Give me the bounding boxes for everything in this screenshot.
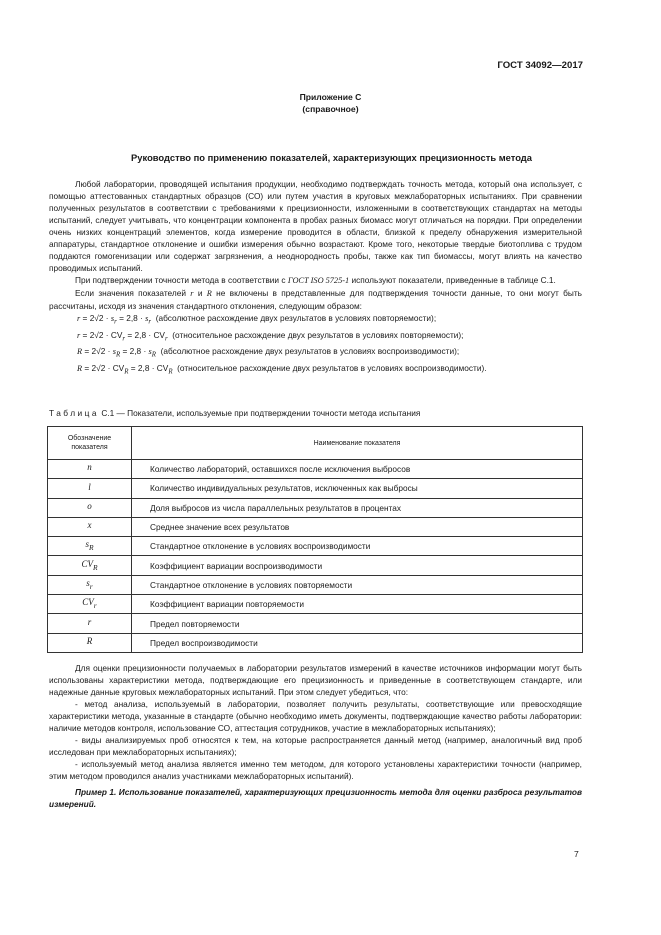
indicator-symbol: $s_r$ bbox=[48, 575, 132, 594]
column-header-name: Наименование показателя bbox=[132, 427, 583, 460]
table-caption bbox=[49, 407, 582, 419]
section-title: Руководство по применению показателей, характеризующих прецизионность метода bbox=[131, 152, 532, 163]
after-paragraph: Для оценки прецизионности получаемых в лаборатории результатов измерений в качестве источников информации могут быть использованы характеристики метода, подтверждающие его прецизионность и приведенные в соответствующем стандарте, или надежные данные круговых межлабораторных испытаний. При этом следует убедиться, что: bbox=[49, 663, 582, 697]
table-row bbox=[48, 517, 583, 536]
bullet-samples: - виды анализируемых проб относятся к тем, на которые распространяется данный метод (например, аналогичный вид проб исследован при межлабораторных испытаниях); bbox=[49, 735, 582, 757]
indicator-symbol: l bbox=[48, 479, 132, 498]
table-row bbox=[48, 556, 583, 575]
table-row bbox=[48, 460, 583, 479]
indicator-symbol: $CV_R$ bbox=[48, 556, 132, 575]
indicator-symbol: r bbox=[48, 614, 132, 633]
indicator-name: Коэффициент вариации воспроизводимости bbox=[132, 556, 583, 575]
indicator-name: Количество лабораторий, оставшихся после исключения выбросов bbox=[132, 460, 583, 479]
formula-line: $r = 2√2 \cdot s_r = 2,8 \cdot s_r$ (абсолютное расхождение двух результатов в условиях повторяемости); bbox=[77, 313, 437, 326]
indicator-symbol: $CV_r$ bbox=[48, 595, 132, 614]
after-table-text bbox=[49, 662, 582, 810]
column-header-symbol: Обозначение показателя bbox=[48, 427, 132, 460]
indicator-name: Предел воспроизводимости bbox=[132, 633, 583, 652]
formula-line: $r = 2√2 \cdot CV_r = 2,8 \cdot CV_r$ (относительное расхождение двух результатов в условиях повторяемости); bbox=[77, 329, 464, 343]
table-row bbox=[48, 537, 583, 556]
indicator-name: Количество индивидуальных результатов, исключенных как выбросы bbox=[132, 479, 583, 498]
table-row bbox=[48, 575, 583, 594]
intro-paragraph-3: Если значения показателей r и R не включены в представленные для подтверждения точности данные, то они могут быть рассчитаны, исходя из значения стандартного отклонения, следующим образом: bbox=[49, 288, 582, 311]
appendix-type: (справочное) bbox=[302, 104, 359, 114]
formula-line: $R = 2√2 \cdot s_R = 2,8 \cdot s_R$ (абсолютное расхождение двух результатов в условиях воспроизводимости); bbox=[77, 346, 460, 359]
table-row bbox=[48, 498, 583, 517]
table-header-row bbox=[48, 427, 583, 460]
table-row bbox=[48, 633, 583, 652]
table-caption-word: Таблица bbox=[49, 408, 100, 418]
formula-line: $R = 2√2 \cdot CV_R = 2,8 \cdot CV_R$ (относительное расхождение двух результатов в условиях воспроизводимости). bbox=[77, 362, 487, 376]
indicator-name: Предел повторяемости bbox=[132, 614, 583, 633]
standard-number: ГОСТ 34092—2017 bbox=[497, 60, 583, 71]
table-row bbox=[48, 479, 583, 498]
indicator-name: Стандартное отклонение в условиях воспроизводимости bbox=[132, 537, 583, 556]
appendix-label: Приложение С bbox=[299, 92, 362, 102]
table-row bbox=[48, 595, 583, 614]
bullet-method: - метод анализа, используемый в лаборатории, позволяет получить результаты, соответствующие или превосходящие характеристики метода, указанные в стандарте (обычно необходимо иметь документы, подтверждающие качество работы лаборатории: наличие методов контроля, использование СО, аттестация сотрудников, участие в межлабораторных испытаниях); bbox=[49, 699, 582, 733]
indicator-symbol: $s_R$ bbox=[48, 537, 132, 556]
indicator-name: Стандартное отклонение в условиях повторяемости bbox=[132, 575, 583, 594]
page-number: 7 bbox=[574, 849, 579, 859]
appendix-heading bbox=[0, 91, 661, 115]
intro-text bbox=[49, 178, 582, 379]
indicator-name: Среднее значение всех результатов bbox=[132, 517, 583, 536]
indicator-symbol: R bbox=[48, 633, 132, 652]
standard-reference: ГОСТ ISO 5725-1 bbox=[287, 276, 350, 285]
example-heading: Пример 1. Использование показателей, характеризующих прецизионность метода для оценки разброса результатов измерений. bbox=[49, 787, 582, 809]
indicator-symbol: x bbox=[48, 517, 132, 536]
table-caption-text: С.1 — Показатели, используемые при подтверждении точности метода испытания bbox=[99, 408, 421, 418]
intro-paragraph-2: При подтверждении точности метода в соответствии с ГОСТ ISO 5725-1 используют показатели, приведенные в таблице С.1. bbox=[75, 275, 556, 285]
indicator-symbol: n bbox=[48, 460, 132, 479]
table-row bbox=[48, 614, 583, 633]
indicators-table bbox=[47, 426, 583, 653]
intro-paragraph-1: Любой лаборатории, проводящей испытания продукции, необходимо подтверждать точность метода, который она использует, с помощью аттестованных стандартных образцов (СО) или путем участия в круговых межлабораторных испытаниях. При сравнении полученных результатов в соответствии с требованиями к прецизионности, изложенными в соответствующих стандартах на методы испытаний, следует учитывать, что концентрации компонента в пробах разных биомасс могут отличаться на порядки. При определении очень низких концентраций элементов, когда измерение проводится в области, близкой к пределу обнаружения измерительной аппаратуры, стандартное отклонение и ошибки измерения обычно возрастают. Кроме того, некоторые твердые биотоплива с трудом поддаются гомогенизации или содержат загрязнения, а неоднородность пробы, также как тип биомассы, могут влиять на качество проводимых испытаний. bbox=[49, 179, 582, 273]
formula-list bbox=[49, 312, 582, 379]
indicator-name: Доля выбросов из числа параллельных результатов в процентах bbox=[132, 498, 583, 517]
bullet-accuracy: - используемый метод анализа является именно тем методом, для которого установлены характеристики точности (например, этим методом проводился анализ участниками межлабораторных испытаний). bbox=[49, 759, 582, 781]
indicator-symbol: o bbox=[48, 498, 132, 517]
indicator-name: Коэффициент вариации повторяемости bbox=[132, 595, 583, 614]
